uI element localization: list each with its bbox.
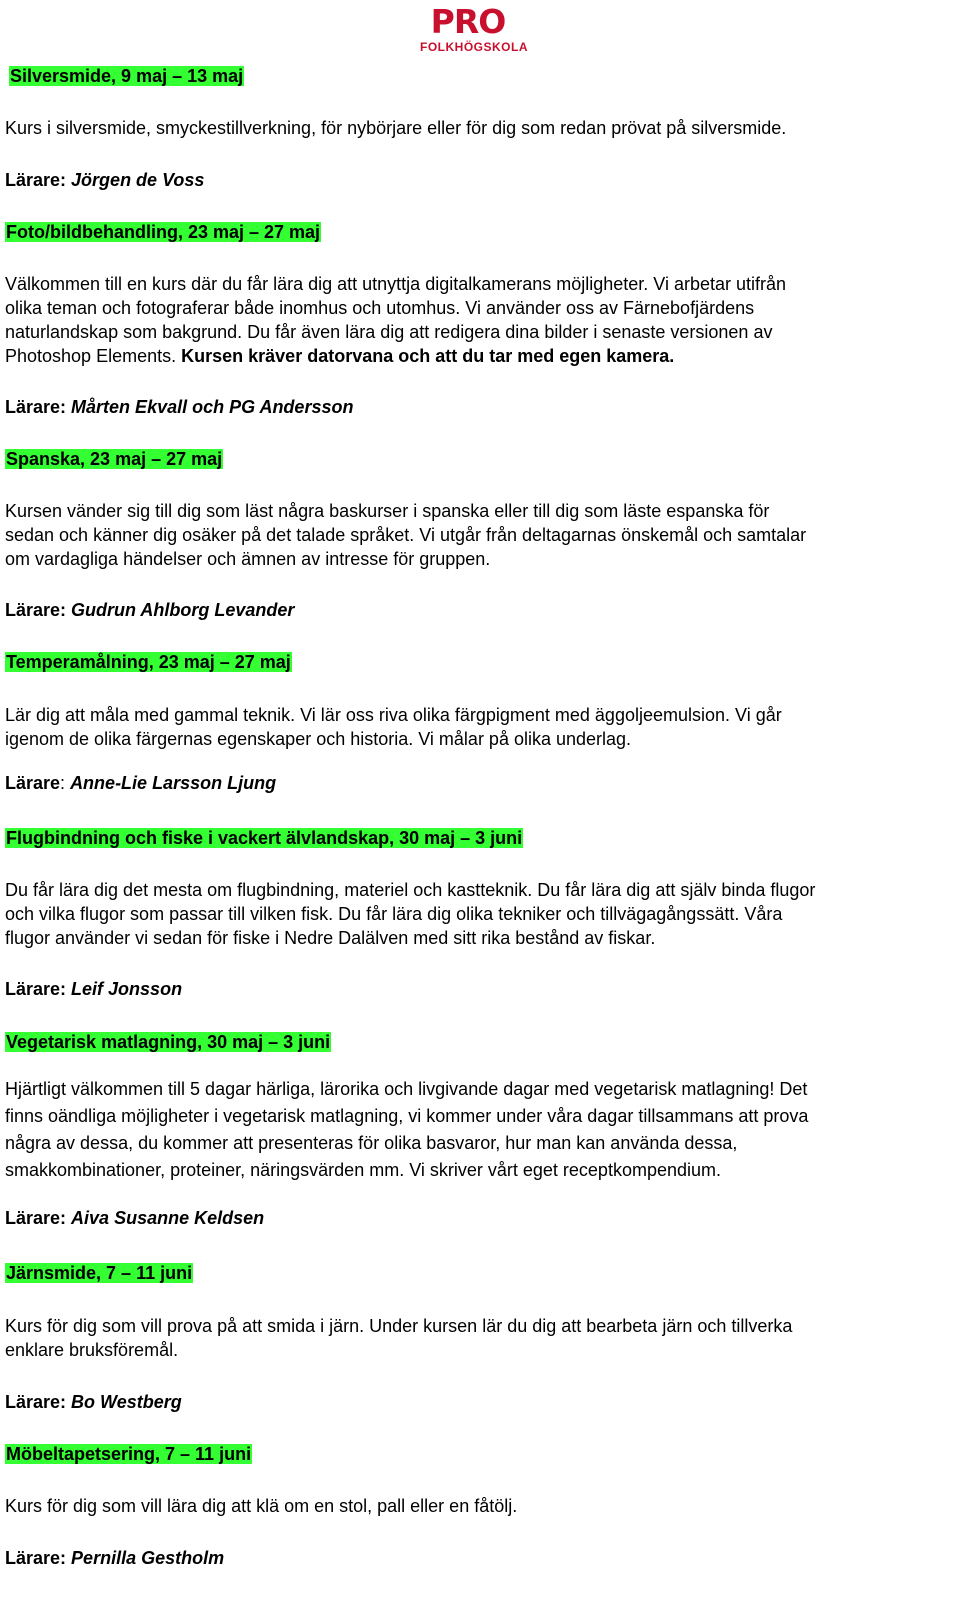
teacher-label: Lärare: (5, 1548, 67, 1568)
course-teacher (5, 1546, 935, 1570)
course-description (5, 272, 935, 368)
teacher-name: Mårten Ekvall och PG Andersson (71, 397, 354, 417)
description-line: igenom de olika färgernas egenskaper och historia. Vi målar på olika underlag. (5, 729, 632, 749)
teacher-label: Lärare: (5, 979, 67, 999)
teacher-label: Lärare: (5, 1392, 67, 1412)
teacher-name: Aiva Susanne Keldsen (71, 1208, 265, 1228)
course-title-text: Foto/bildbehandling, 23 maj – 27 maj (6, 222, 321, 242)
course-description (5, 1076, 935, 1184)
course-title-text: Silversmide, 9 maj – 13 maj (10, 66, 244, 86)
course-teacher (5, 168, 935, 192)
description-line: Du får lära dig det mesta om flugbindning, materiel och kastteknik. Du får lära dig att själv binda flugor (5, 880, 816, 900)
teacher-name: Bo Westberg (71, 1392, 182, 1412)
description-line: enklare bruksföremål. (5, 1340, 179, 1360)
course-title (5, 1030, 935, 1054)
description-line: smakkombinationer, proteiner, näringsvärden mm. Vi skriver vårt eget receptkompendium. (5, 1160, 721, 1180)
course-requirement: Kursen kräver datorvana och att du tar med egen kamera. (181, 346, 675, 366)
description-line: sedan och känner dig osäker på det talade språket. Vi utgår från deltagarnas önskemål och samtalar (5, 525, 807, 545)
description-line: om vardagliga händelser och ämnen av intresse för gruppen. (5, 549, 491, 569)
course-title (5, 447, 935, 471)
description-line: Lär dig att måla med gammal teknik. Vi lär oss riva olika färgpigment med äggoljeemulsion. Vi går (5, 705, 782, 725)
course-title-text: Möbeltapetsering, 7 – 11 juni (6, 1444, 252, 1464)
teacher-label: Lärare: (5, 600, 67, 620)
course-title-text: Spanska, 23 maj – 27 maj (6, 449, 223, 469)
course-title (5, 826, 935, 850)
teacher-name: Anne-Lie Larsson Ljung (70, 773, 277, 793)
course-teacher (5, 771, 935, 795)
course-teacher (5, 598, 935, 622)
description-line: naturlandskap som bakgrund. Du får även lära dig att redigera dina bilder i senaste versionen av (5, 322, 773, 342)
course-title-text: Flugbindning och fiske i vackert älvlandskap, 30 maj – 3 juni (6, 828, 523, 848)
course-title (5, 650, 935, 674)
description-line: finns oändliga möjligheter i vegetarisk matlagning, vi kommer under våra dagar tillsammans att prova (5, 1106, 809, 1126)
course-teacher (5, 395, 935, 419)
teacher-label: Lärare: (5, 397, 67, 417)
description-line: olika teman och fotograferar både inomhus och utomhus. Vi använder oss av Färnebofjärdens (5, 298, 755, 318)
course-teacher (5, 1206, 935, 1230)
description-line: Kurs i silversmide, smyckestillverkning, för nybörjare eller för dig som redan prövat på silversmide. (5, 118, 787, 138)
description-line: flugor använder vi sedan för fiske i Nedre Dalälven med sitt rika bestånd av fiskar. (5, 928, 656, 948)
pro-folkhogskola-logo (420, 2, 528, 54)
course-description (5, 1314, 935, 1362)
teacher-name: Pernilla Gestholm (71, 1548, 225, 1568)
description-line: Kursen vänder sig till dig som läst några baskurser i spanska eller till dig som läste espanska för (5, 501, 770, 521)
description-line: Hjärtligt välkommen till 5 dagar härliga, lärorika och livgivande dagar med vegetarisk matlagning! Det (5, 1079, 808, 1099)
logo-sub-text: FOLKHÖGSKOLA (420, 40, 528, 54)
description-line: och vilka flugor som passar till vilken fisk. Du får lära dig olika tekniker och tillvägagångssätt. Våra (5, 904, 783, 924)
course-description (5, 1494, 935, 1518)
teacher-label: Lärare: (5, 1208, 67, 1228)
course-title-text: Temperamålning, 23 maj – 27 maj (6, 652, 291, 672)
description-line: Välkommen till en kurs där du får lära dig att utnyttja digitalkamerans möjligheter. Vi arbetar utifrån (5, 274, 787, 294)
course-teacher (5, 977, 935, 1001)
description-line: Photoshop Elements. (5, 346, 177, 366)
description-line: några av dessa, du kommer att presenteras för olika basvaror, hur man kan använda dessa, (5, 1133, 738, 1153)
teacher-name: Leif Jonsson (71, 979, 183, 999)
description-line: Kurs för dig som vill lära dig att klä om en stol, pall eller en fåtölj. (5, 1496, 518, 1516)
course-title-text: Järnsmide, 7 – 11 juni (6, 1263, 193, 1283)
logo-main-text: PRO (430, 2, 506, 41)
teacher-label: Lärare: (5, 170, 67, 190)
teacher-label: Lärare (5, 773, 61, 793)
course-title (5, 1261, 935, 1285)
course-title (9, 64, 939, 88)
teacher-name: Gudrun Ahlborg Levander (71, 600, 295, 620)
course-title (5, 220, 935, 244)
course-title (5, 1442, 935, 1466)
course-description (5, 703, 935, 751)
course-description (5, 116, 935, 140)
teacher-name: Jörgen de Voss (71, 170, 205, 190)
description-line: Kurs för dig som vill prova på att smida i järn. Under kursen lär du dig att bearbeta järn och tillverka (5, 1316, 793, 1336)
course-description (5, 878, 935, 950)
teacher-separator: : (60, 773, 71, 793)
course-teacher (5, 1390, 935, 1414)
course-description (5, 499, 935, 571)
course-title-text: Vegetarisk matlagning, 30 maj – 3 juni (6, 1032, 331, 1052)
